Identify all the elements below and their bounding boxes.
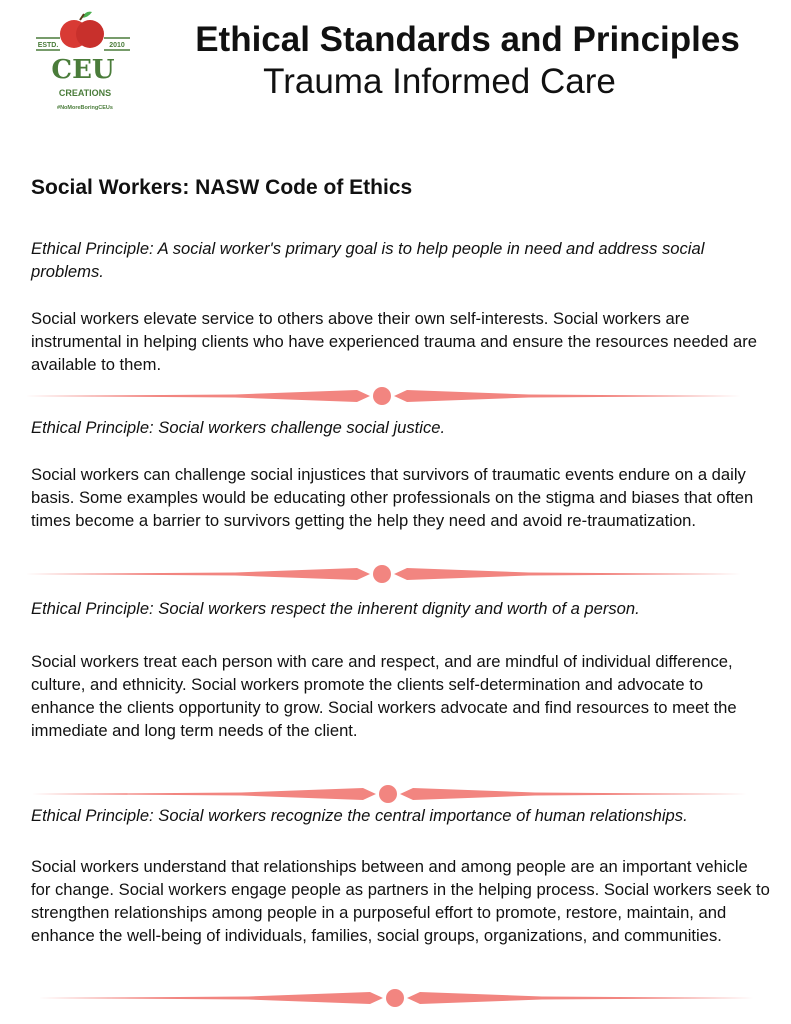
- svg-text:CEU: CEU: [51, 55, 115, 85]
- svg-text:CREATIONS: CREATIONS: [58, 88, 112, 98]
- svg-text:#NoMoreBoringCEUs: #NoMoreBoringCEUs: [57, 105, 113, 111]
- title-line-1: Ethical Standards and Principles: [195, 20, 740, 59]
- svg-text:2010: 2010: [109, 42, 125, 49]
- svg-text:ESTD.: ESTD.: [37, 42, 59, 49]
- divider: [31, 784, 747, 804]
- body-2: Social workers can challenge social injustices that survivors of traumatic events endure on a daily basis. Some examples would be educating other professionals on the stigma and biases that often times become a barrier to survivors getting the help they need and avoid re-traumatization.: [31, 465, 754, 530]
- divider: [25, 386, 741, 406]
- divider: [25, 564, 741, 584]
- section-heading: Social Workers: NASW Code of Ethics: [31, 176, 413, 199]
- principle-3: Ethical Principle: Social workers respect the inherent dignity and worth of a person.: [31, 599, 640, 618]
- principle-2: Ethical Principle: Social workers challenge social justice.: [31, 418, 446, 437]
- title-line-2: Trauma Informed Care: [263, 62, 616, 101]
- principle-4: Ethical Principle: Social workers recognize the central importance of human relationships.: [31, 806, 688, 825]
- body-3: Social workers treat each person with care and respect, and are mindful of individual difference, culture, and ethnicity. Social workers promote the clients self-determination and advocate to enhance the clients opportunity to grow. Social workers advocate and find resources to meet the immediate and long term needs of the client.: [31, 652, 737, 740]
- principle-1: Ethical Principle: A social worker's primary goal is to help people in need and address social problems.: [31, 239, 705, 281]
- body-4: Social workers understand that relationships between and among people are an important vehicle for change. Social workers engage people as partners in the helping process. Social workers seek to strengthen relationships among people in a purposeful effort to promote, restore, maintain, and enhance the well-being of individuals, families, social groups, organizations, and communities.: [31, 857, 770, 945]
- divider: [38, 988, 754, 1008]
- body-1: Social workers elevate service to others above their own self-interests. Social workers are instrumental in helping clients who have experienced trauma and ensure the resources needed are available to them.: [31, 309, 757, 374]
